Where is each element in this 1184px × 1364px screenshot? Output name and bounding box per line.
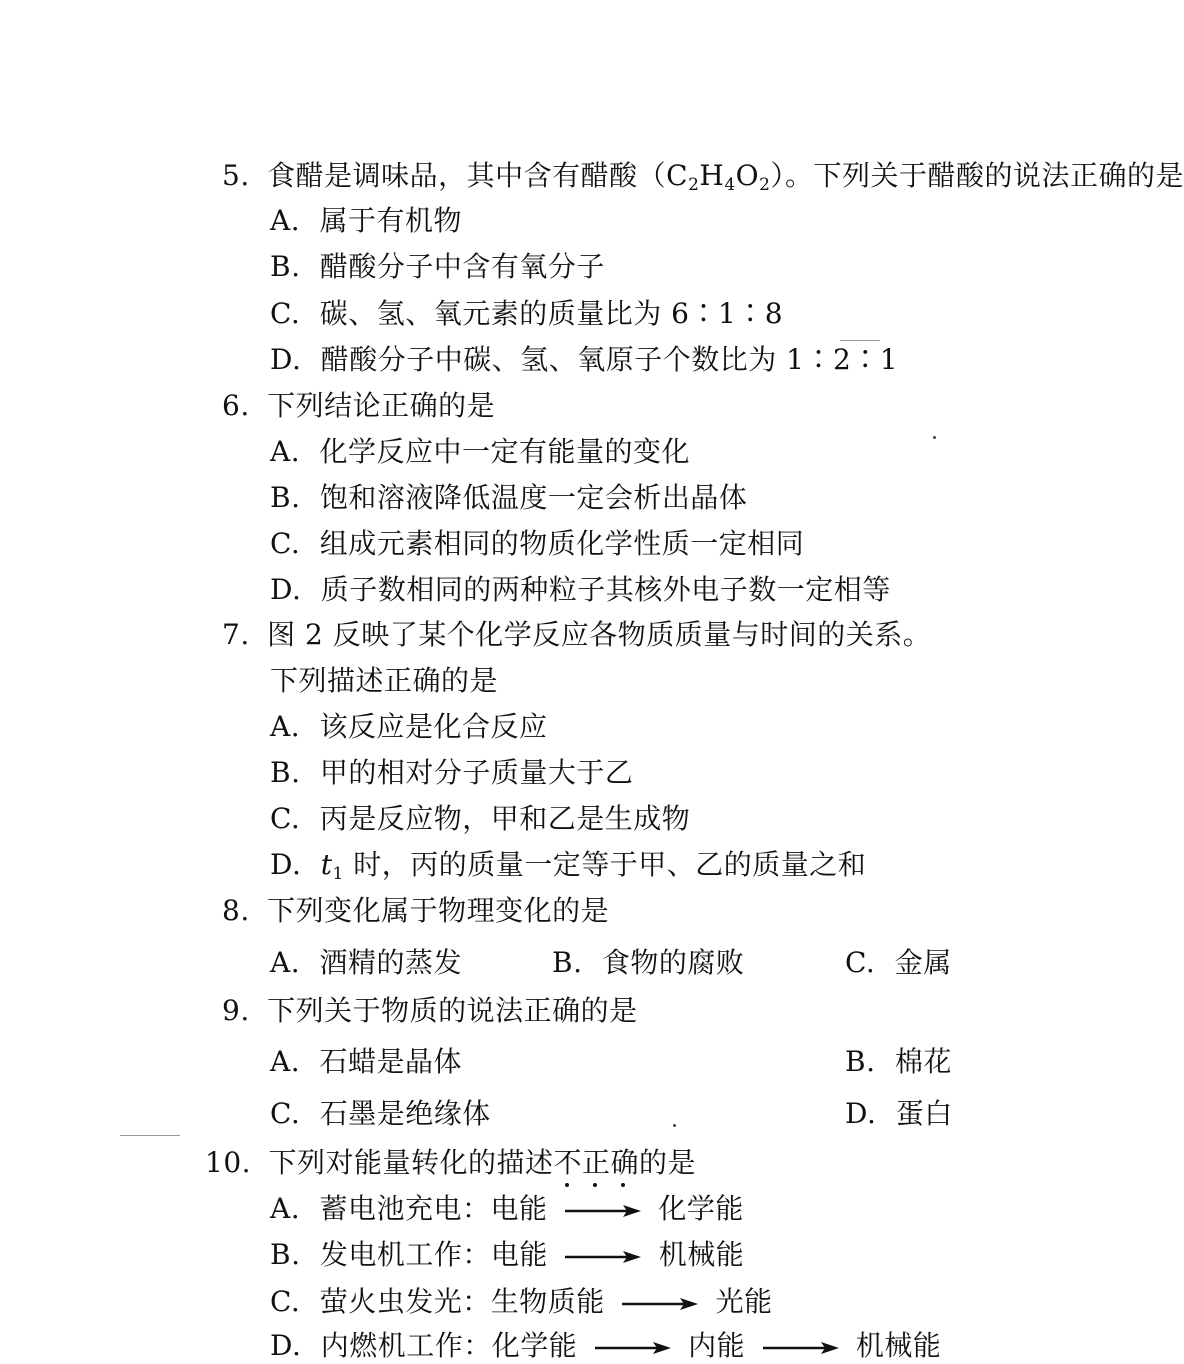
emphasis-dot xyxy=(621,1183,625,1187)
option-label: D. xyxy=(270,343,302,376)
scan-mark xyxy=(120,1135,180,1136)
option-text: 丙是反应物，甲和乙是生成物 xyxy=(319,802,691,835)
option-text-post: 光能 xyxy=(715,1285,773,1318)
emphasized-word: 不正确 xyxy=(553,1146,639,1179)
question-number: 9. xyxy=(222,994,250,1027)
option-label: B. xyxy=(270,1238,301,1271)
option-text: 该反应是化合反应 xyxy=(319,710,548,743)
option-label: C. xyxy=(270,527,301,560)
option-label: B. xyxy=(552,946,583,979)
question-number: 7. xyxy=(222,618,250,651)
option-6b xyxy=(270,480,747,516)
scan-speck xyxy=(933,436,936,439)
option-text-mid: 内能 xyxy=(688,1329,746,1362)
option-5a xyxy=(270,203,462,239)
option-text-post: 化学能 xyxy=(658,1192,744,1225)
question-text: 下列描述正确的是 xyxy=(270,664,499,697)
formula-element: H xyxy=(699,159,725,192)
arrow-right-icon xyxy=(622,1297,698,1311)
option-text: 碳、氢、氧元素的质量比为 6∶1∶8 xyxy=(319,297,784,330)
option-6d xyxy=(270,572,891,608)
option-text: 化学反应中一定有能量的变化 xyxy=(319,435,691,468)
option-label: C. xyxy=(270,1097,301,1130)
option-9a xyxy=(270,1044,462,1080)
option-9c xyxy=(270,1096,491,1132)
option-text: 组成元素相同的物质化学性质一定相同 xyxy=(319,527,805,560)
option-text: 醋酸分子中碳、氢、氧原子个数比为 1∶2∶1 xyxy=(320,343,899,376)
option-text: 食物的腐败 xyxy=(601,946,745,979)
option-label: C. xyxy=(270,297,301,330)
formula-subscript: 4 xyxy=(724,175,736,195)
question-text: 图 2 反映了某个化学反应各物质质量与时间的关系。 xyxy=(267,618,932,651)
option-text-post: 机械能 xyxy=(855,1329,942,1362)
option-text-post: 机械能 xyxy=(658,1238,745,1271)
question-number: 10. xyxy=(205,1146,252,1179)
formula-subscript: 2 xyxy=(759,175,771,195)
variable-subscript: 1 xyxy=(332,864,344,884)
question-text: 下列变化属于物理变化的是 xyxy=(267,894,610,927)
option-label: B. xyxy=(270,250,301,283)
option-10c xyxy=(270,1284,773,1320)
option-text: 时，丙的质量一定等于甲、乙的质量之和 xyxy=(343,848,867,881)
question-5-text-pre: 食醋是调味品，其中含有醋酸（C xyxy=(267,159,689,192)
option-text-pre: 发电机工作：电能 xyxy=(319,1238,548,1271)
option-9b xyxy=(845,1044,952,1080)
arrow-right-icon xyxy=(565,1250,641,1264)
question-text: 下列关于物质的说法正确的是 xyxy=(267,994,638,1027)
option-label: D. xyxy=(270,1329,302,1362)
option-text: 棉花 xyxy=(894,1045,952,1078)
question-text-post: 的是 xyxy=(638,1146,696,1179)
question-text: 下列结论正确的是 xyxy=(267,389,496,422)
option-6a xyxy=(270,434,690,470)
scan-mark xyxy=(840,340,880,341)
question-number: 8. xyxy=(222,894,250,927)
option-text: 酒精的蒸发 xyxy=(319,946,463,979)
question-6-stem xyxy=(222,388,495,424)
option-label: C. xyxy=(270,1285,301,1318)
question-7-stem xyxy=(222,617,931,653)
option-7d xyxy=(270,847,866,883)
question-number: 6. xyxy=(222,389,250,422)
question-10-stem xyxy=(205,1145,696,1181)
option-text-pre: 蓄电池充电：电能 xyxy=(319,1192,548,1225)
option-text-pre: 内燃机工作：化学能 xyxy=(320,1329,578,1362)
option-label: C. xyxy=(270,802,301,835)
option-10a xyxy=(270,1191,744,1227)
scan-speck xyxy=(673,1124,676,1127)
option-label: B. xyxy=(270,756,301,789)
option-label: A. xyxy=(270,204,301,237)
option-label: B. xyxy=(270,481,301,514)
option-text: 石墨是绝缘体 xyxy=(319,1097,491,1130)
option-7b xyxy=(270,755,633,791)
question-5-stem xyxy=(222,158,1184,194)
option-label: A. xyxy=(270,1045,301,1078)
option-label: B. xyxy=(845,1045,876,1078)
arrow-right-icon xyxy=(595,1341,671,1355)
option-text: 质子数相同的两种粒子其核外电子数一定相等 xyxy=(320,573,891,606)
option-label: D. xyxy=(845,1097,877,1130)
option-label: D. xyxy=(270,573,302,606)
option-5b xyxy=(270,249,605,285)
option-8b xyxy=(552,945,744,981)
formula-subscript: 2 xyxy=(688,175,700,195)
question-5-text-post: ）。下列关于醋酸的说法正确的是 xyxy=(770,159,1184,192)
question-7-stem-line2 xyxy=(270,663,498,699)
option-8c xyxy=(845,945,952,981)
option-text: 石蜡是晶体 xyxy=(319,1045,463,1078)
arrow-right-icon xyxy=(763,1341,839,1355)
formula-element: O xyxy=(735,159,760,192)
question-8-stem xyxy=(222,893,609,929)
option-label: C. xyxy=(845,946,876,979)
option-label: A. xyxy=(270,946,301,979)
option-10d xyxy=(270,1328,941,1364)
option-5d xyxy=(270,342,898,378)
emphasis-text xyxy=(553,1145,639,1181)
option-6c xyxy=(270,526,804,562)
option-text: 金属 xyxy=(894,946,952,979)
option-7c xyxy=(270,801,690,837)
arrow-right-icon xyxy=(565,1204,641,1218)
option-10b xyxy=(270,1237,744,1273)
option-text: 饱和溶液降低温度一定会析出晶体 xyxy=(319,481,748,514)
variable-t: t xyxy=(320,848,333,881)
option-label: D. xyxy=(270,848,302,881)
option-label: A. xyxy=(270,1192,301,1225)
option-text-pre: 萤火虫发光：生物质能 xyxy=(319,1285,605,1318)
option-text: 甲的相对分子质量大于乙 xyxy=(319,756,634,789)
option-label: A. xyxy=(270,435,301,468)
option-text: 蛋白 xyxy=(895,1097,953,1130)
option-5c xyxy=(270,296,783,332)
option-text: 醋酸分子中含有氧分子 xyxy=(319,250,605,283)
option-9d xyxy=(845,1096,953,1132)
emphasis-dot xyxy=(593,1183,597,1187)
emphasis-dot xyxy=(565,1183,569,1187)
question-9-stem xyxy=(222,993,638,1029)
question-number: 5. xyxy=(222,159,250,192)
option-7a xyxy=(270,709,548,745)
option-text: 属于有机物 xyxy=(319,204,463,237)
option-8a xyxy=(270,945,462,981)
option-label: A. xyxy=(270,710,301,743)
question-text-pre: 下列对能量转化的描述 xyxy=(268,1146,554,1179)
